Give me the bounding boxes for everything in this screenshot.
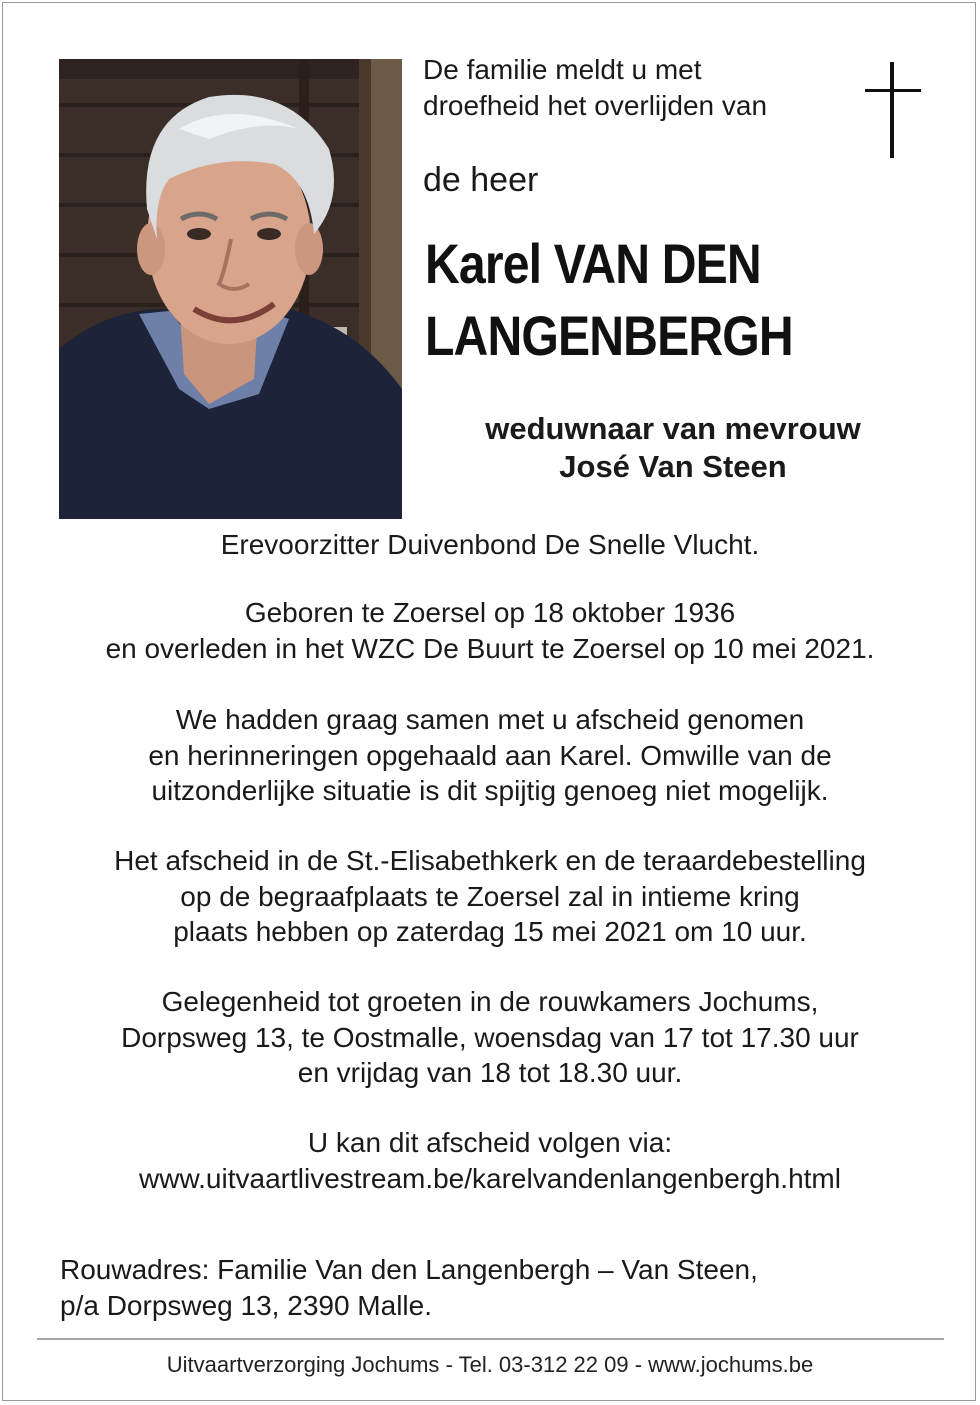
- honorary-title: [0, 527, 980, 563]
- paragraph-line: Geboren te Zoersel op 18 oktober 1936: [244, 597, 736, 628]
- salutation: de heer: [423, 161, 539, 199]
- spouse-line: José Van Steen: [559, 449, 787, 484]
- paragraph-line: uitzonderlijke situatie is dit spijtig genoeg niet mogelijk.: [151, 775, 829, 806]
- footer-divider: [37, 1338, 944, 1340]
- spouse-line: weduwnaar van mevrouw: [485, 411, 861, 446]
- livestream-link[interactable]: www.uitvaartlivestream.be/karelvandenlangenbergh.html: [139, 1162, 841, 1194]
- intro-text: [423, 52, 843, 124]
- mourning-address: [60, 1252, 940, 1324]
- honorary-title-text: Erevoorzitter Duivenbond De Snelle Vlucht.: [220, 529, 760, 560]
- birth-death-paragraph: [0, 595, 980, 666]
- cross-icon: [865, 62, 921, 158]
- intro-line: droefheid het overlijden van: [423, 90, 768, 121]
- portrait-photo: [59, 59, 402, 519]
- paragraph-line: plaats hebben op zaterdag 15 mei 2021 om 10 uur.: [173, 916, 807, 947]
- paragraph-line: Het afscheid in de St.-Elisabethkerk en de teraardebestelling: [114, 845, 866, 876]
- farewell-paragraph: [0, 702, 980, 809]
- visitation-paragraph: [0, 984, 980, 1091]
- ceremony-paragraph: [0, 843, 980, 950]
- paragraph-line: en herinneringen opgehaald aan Karel. Omwille van de: [148, 739, 832, 771]
- paragraph-line: Dorpsweg 13, te Oostmalle, woensdag van 17 tot 17.30 uur: [121, 1021, 859, 1053]
- livestream-paragraph: [0, 1125, 980, 1196]
- portrait-illustration: [59, 59, 402, 519]
- name-line: Karel VAN DEN: [425, 232, 761, 295]
- address-line: p/a Dorpsweg 13, 2390 Malle.: [60, 1290, 432, 1321]
- name-line: LANGENBERGH: [425, 304, 793, 367]
- footer-text: Uitvaartverzorging Jochums - Tel. 03-312 22 09 - www.jochums.be: [166, 1352, 814, 1377]
- paragraph-line: U kan dit afscheid volgen via:: [307, 1127, 673, 1158]
- paragraph-line: Gelegenheid tot groeten in de rouwkamers Jochums,: [161, 986, 819, 1017]
- intro-line: De familie meldt u met: [423, 54, 702, 85]
- paragraph-line: We hadden graag samen met u afscheid genomen: [175, 704, 805, 735]
- deceased-name: [425, 228, 821, 372]
- paragraph-line: en vrijdag van 18 tot 18.30 uur.: [297, 1057, 683, 1088]
- spouse-note: [423, 410, 923, 486]
- paragraph-line: op de begraafplaats te Zoersel zal in intieme kring: [180, 880, 800, 912]
- paragraph-line: en overleden in het WZC De Buurt te Zoersel op 10 mei 2021.: [105, 632, 875, 664]
- address-line: Rouwadres: Familie Van den Langenbergh – Van Steen,: [60, 1254, 758, 1285]
